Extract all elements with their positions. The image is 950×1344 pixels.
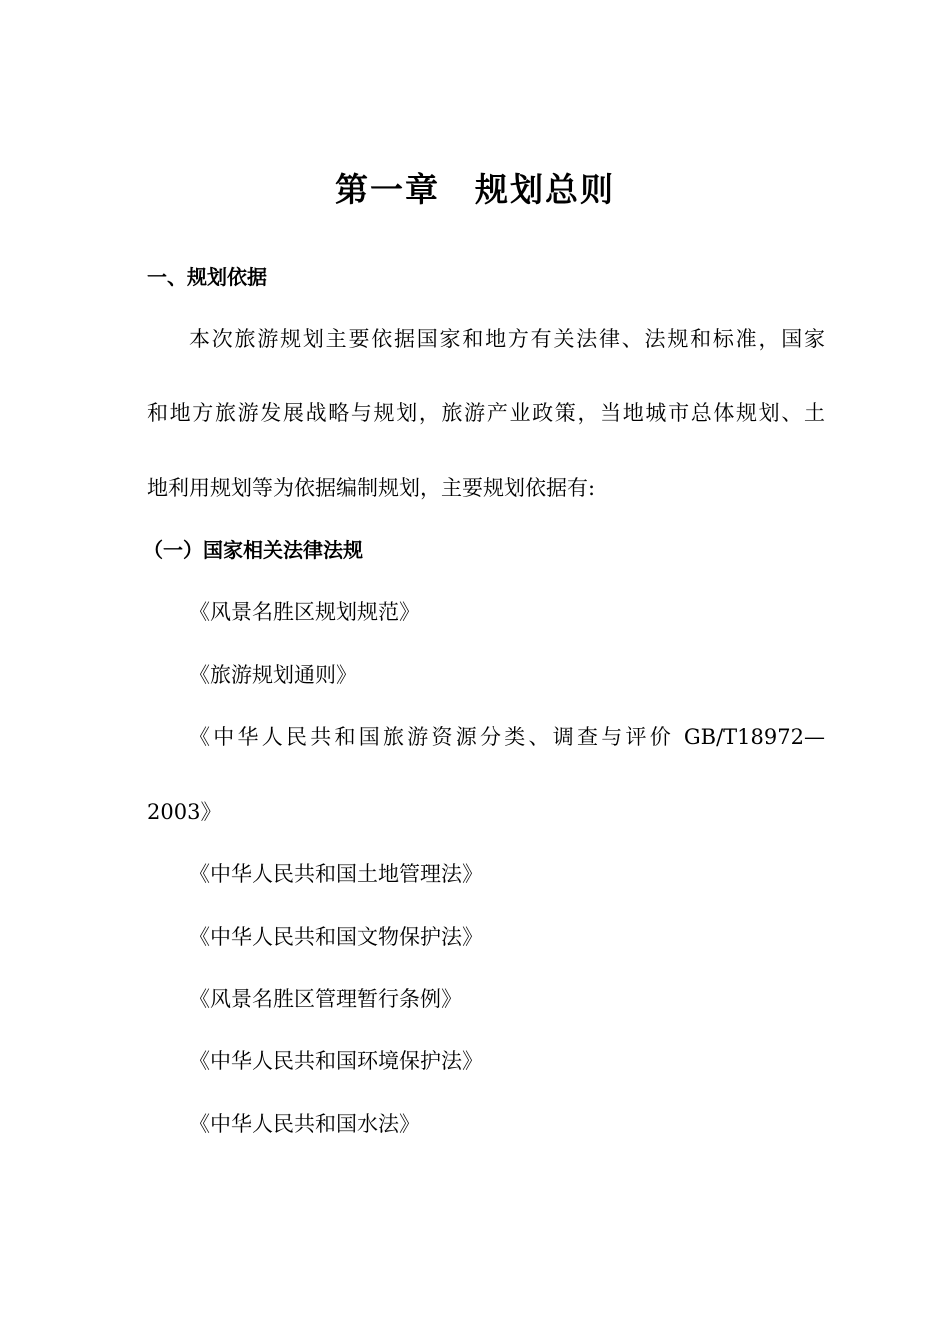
chapter-title: 第一章 规划总则 xyxy=(335,170,615,209)
list-item: 《中华人民共和国土地管理法》 xyxy=(189,862,483,886)
paragraph-line: 和地方旅游发展战略与规划，旅游产业政策，当地城市总体规划、土 xyxy=(147,401,825,425)
subsection-heading: （一）国家相关法律法规 xyxy=(143,538,363,562)
section-heading: 一、规划依据 xyxy=(147,265,267,289)
list-item: 《旅游规划通则》 xyxy=(189,663,357,687)
list-item-continuation: 2003》 xyxy=(147,800,222,824)
list-item: 《中华人民共和国旅游资源分类、调查与评价 GB/T18972— xyxy=(189,725,825,749)
list-item: 《中华人民共和国环境保护法》 xyxy=(189,1049,483,1073)
list-item: 《中华人民共和国水法》 xyxy=(189,1112,420,1136)
paragraph-line: 本次旅游规划主要依据国家和地方有关法律、法规和标准，国家 xyxy=(189,327,825,351)
list-item: 《风景名胜区管理暂行条例》 xyxy=(189,987,462,1011)
list-item: 《风景名胜区规划规范》 xyxy=(189,600,420,624)
list-item: 《中华人民共和国文物保护法》 xyxy=(189,925,483,949)
paragraph-line: 地利用规划等为依据编制规划，主要规划依据有: xyxy=(147,476,596,500)
